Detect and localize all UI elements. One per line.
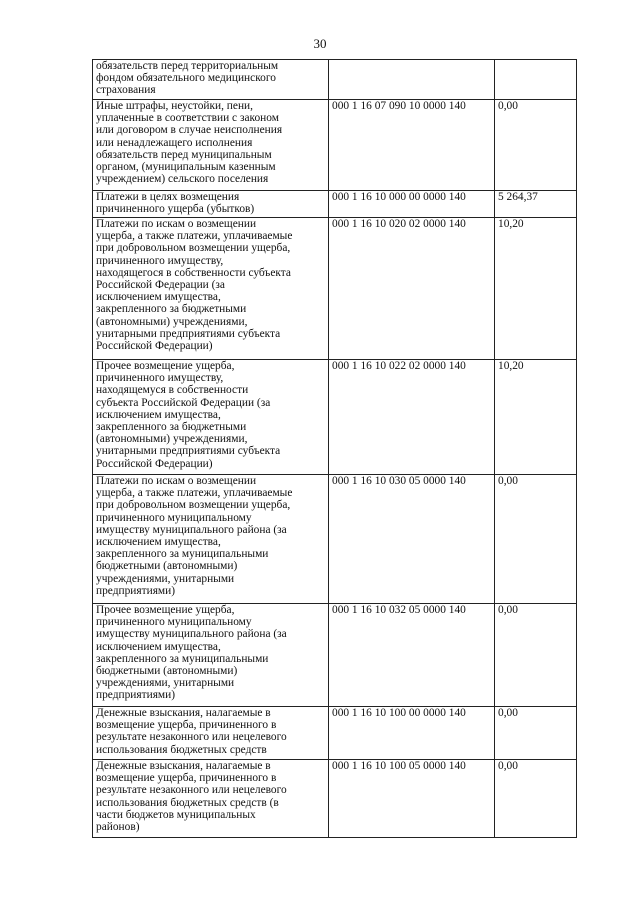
table-row xyxy=(93,475,577,604)
budget-code-cell: 000 1 16 10 100 05 0000 140 xyxy=(329,760,495,838)
table-row xyxy=(93,218,577,360)
revenue-name-cell: Иные штрафы, неустойки, пени, уплаченные в соответствии с законом или договором в случае неисполнения или ненадлежащего исполнения обязательств перед муниципальным органом, (муниципальным казенным учреждением) сельского поселения xyxy=(93,100,329,191)
budget-code-cell: 000 1 16 10 020 02 0000 140 xyxy=(329,218,495,360)
amount-cell xyxy=(495,60,577,100)
budget-code-cell: 000 1 16 10 100 00 0000 140 xyxy=(329,707,495,760)
amount-cell: 5 264,37 xyxy=(495,191,577,218)
amount-cell: 0,00 xyxy=(495,604,577,707)
revenue-name-cell: Платежи по искам о возмещении ущерба, а также платежи, уплачиваемые при добровольном возмещении ущерба, причиненного имуществу, находящегося в собственности субъекта Российской Федерации (за исключением имущества, закрепленного за бюджетными (автономными) учреждениями, унитарными предприятиями субъекта Российской Федерации) xyxy=(93,218,329,360)
table-row xyxy=(93,191,577,218)
revenue-name-cell: Денежные взыскания, налагаемые в возмещение ущерба, причиненного в результате незаконного или нецелевого использования бюджетных средств xyxy=(93,707,329,760)
table-row xyxy=(93,360,577,475)
budget-code-cell: 000 1 16 10 030 05 0000 140 xyxy=(329,475,495,604)
table-row xyxy=(93,760,577,838)
amount-cell: 0,00 xyxy=(495,707,577,760)
amount-cell: 10,20 xyxy=(495,360,577,475)
table-row xyxy=(93,60,577,100)
revenue-name-cell: Платежи по искам о возмещении ущерба, а также платежи, уплачиваемые при добровольном возмещении ущерба, причиненного муниципальному имуществу муниципального района (за исключением имущества, закрепленного за муниципальными бюджетными (автономными) учреждениями, унитарными предприятиями) xyxy=(93,475,329,604)
revenue-name-cell: Платежи в целях возмещения причиненного ущерба (убытков) xyxy=(93,191,329,218)
budget-code-cell: 000 1 16 10 032 05 0000 140 xyxy=(329,604,495,707)
budget-code-cell: 000 1 16 10 022 02 0000 140 xyxy=(329,360,495,475)
table-row xyxy=(93,100,577,191)
revenue-name-cell: обязательств перед территориальным фондом обязательного медицинского страхования xyxy=(93,60,329,100)
page-number: 30 xyxy=(313,36,327,51)
budget-code-cell xyxy=(329,60,495,100)
table-row xyxy=(93,707,577,760)
amount-cell: 10,20 xyxy=(495,218,577,360)
budget-code-cell: 000 1 16 07 090 10 0000 140 xyxy=(329,100,495,191)
revenue-name-cell: Денежные взыскания, налагаемые в возмещение ущерба, причиненного в результате незаконного или нецелевого использования бюджетных средств (в части бюджетов муниципальных районов) xyxy=(93,760,329,838)
amount-cell: 0,00 xyxy=(495,760,577,838)
table-row xyxy=(93,604,577,707)
revenue-name-cell: Прочее возмещение ущерба, причиненного имуществу, находящемуся в собственности субъекта Российской Федерации (за исключением имущества, закрепленного за бюджетными (автономными) учреждениями, унитарными предприятиями субъекта Российской Федерации) xyxy=(93,360,329,475)
amount-cell: 0,00 xyxy=(495,100,577,191)
revenue-name-cell: Прочее возмещение ущерба, причиненного муниципальному имуществу муниципального района (за исключением имущества, закрепленного за муниципальными бюджетными (автономными) учреждениями, унитарными предприятиями) xyxy=(93,604,329,707)
budget-code-cell: 000 1 16 10 000 00 0000 140 xyxy=(329,191,495,218)
budget-revenue-table xyxy=(92,59,577,838)
amount-cell: 0,00 xyxy=(495,475,577,604)
